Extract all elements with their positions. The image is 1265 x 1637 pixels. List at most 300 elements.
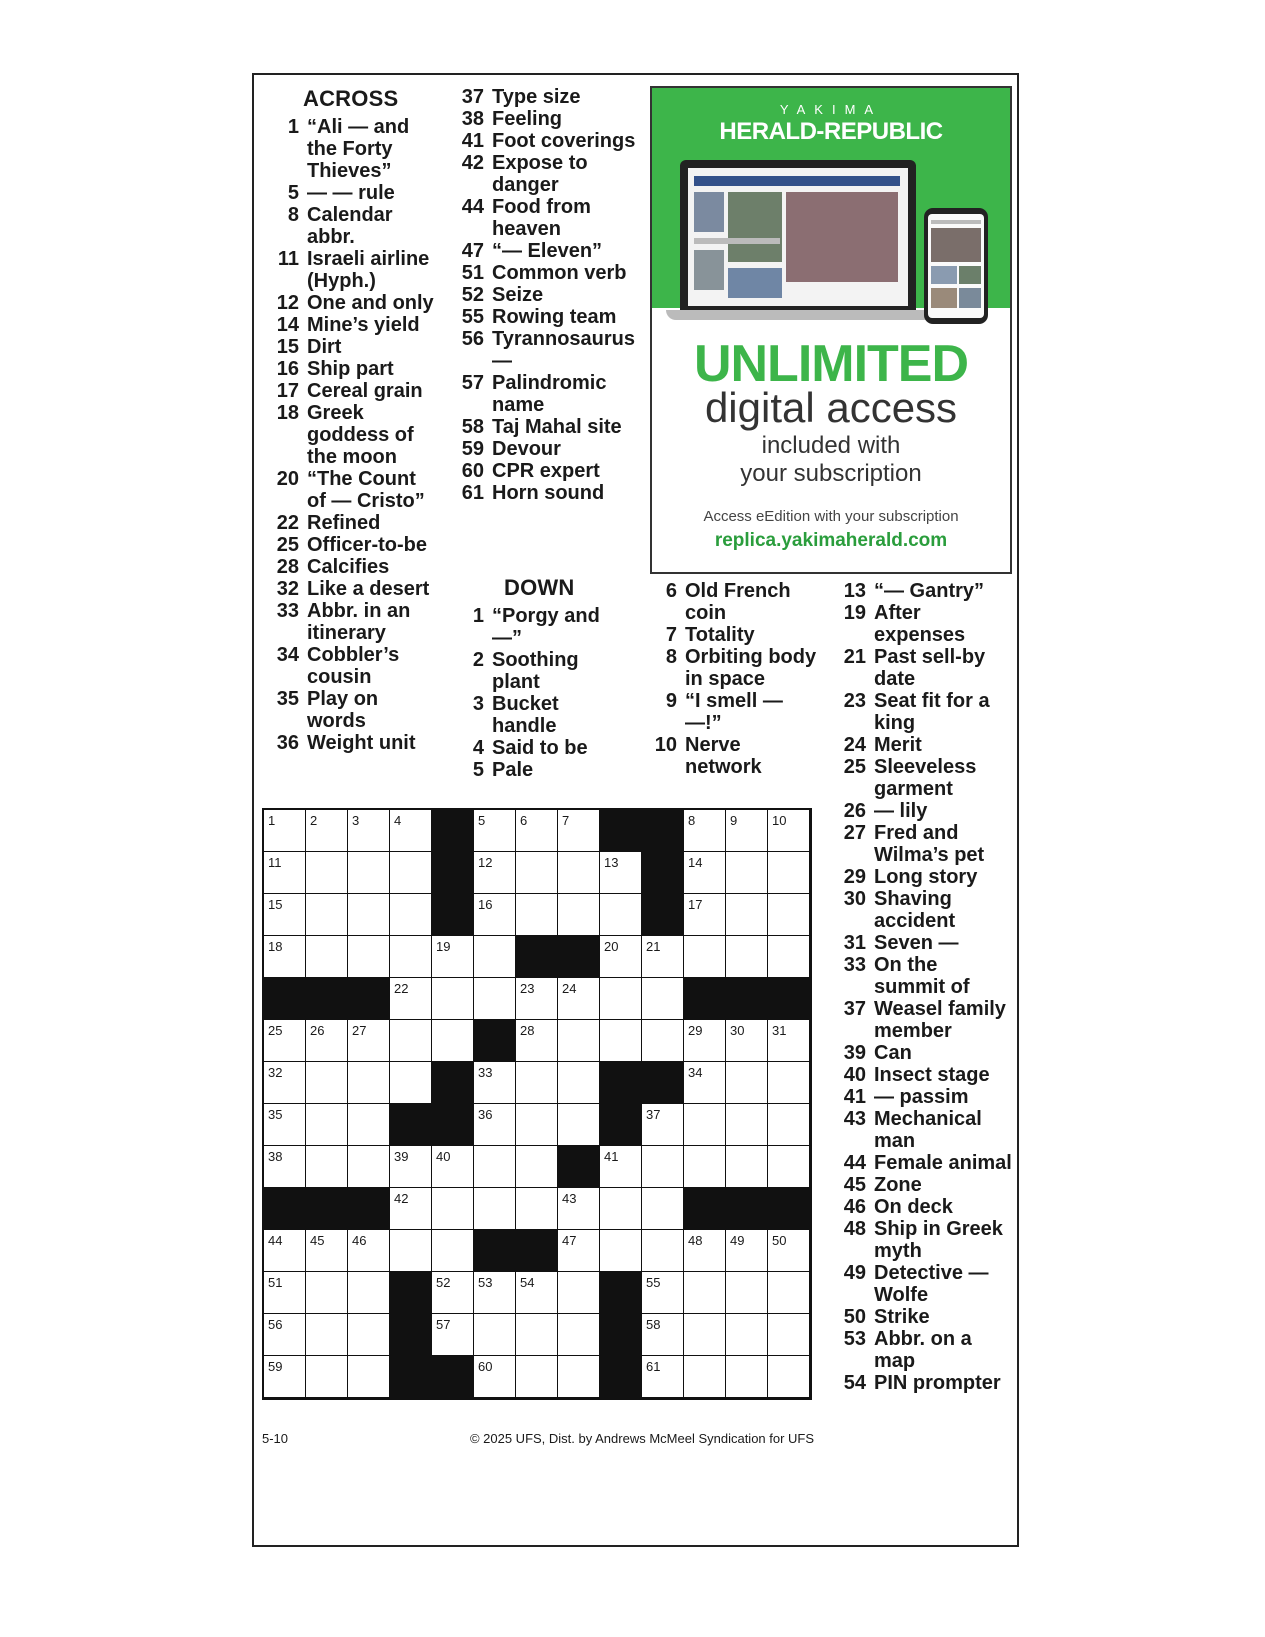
down-clues-col1 (450, 575, 620, 781)
cell-number: 6 (520, 813, 528, 828)
clue-number: 2 (472, 649, 484, 671)
grid-cell[interactable] (306, 1104, 347, 1145)
grid-block-cell (768, 1188, 809, 1229)
clue-item (832, 1262, 1012, 1306)
clue-item (832, 866, 1012, 888)
clue-number: 25 (843, 756, 866, 778)
clue-item (450, 262, 640, 284)
clue-text: Foot coverings (492, 130, 636, 152)
grid-cell[interactable] (642, 1314, 683, 1355)
ad-access-text: Access eEdition with your subscription (703, 508, 959, 525)
grid-cell[interactable] (684, 1230, 725, 1271)
cell-number: 2 (310, 813, 318, 828)
clue-item (643, 580, 818, 624)
grid-cell[interactable] (768, 810, 809, 851)
grid-cell[interactable] (768, 1272, 809, 1313)
grid-cell[interactable] (768, 1314, 809, 1355)
grid-cell[interactable] (432, 936, 473, 977)
grid-cell[interactable] (558, 978, 599, 1019)
grid-cell[interactable] (390, 1188, 431, 1229)
grid-cell[interactable] (474, 852, 515, 893)
grid-cell[interactable] (516, 1356, 557, 1397)
grid-cell[interactable] (390, 936, 431, 977)
clue-text: Merit (874, 734, 922, 756)
cell-number: 19 (436, 939, 451, 954)
grid-cell[interactable] (264, 1062, 305, 1103)
clue-number: 40 (843, 1064, 866, 1086)
clue-item (450, 284, 640, 306)
grid-cell[interactable] (306, 1272, 347, 1313)
cell-number: 18 (268, 939, 283, 954)
grid-cell[interactable] (684, 1272, 725, 1313)
grid-cell[interactable] (474, 1356, 515, 1397)
grid-cell[interactable] (516, 978, 557, 1019)
grid-block-cell (642, 852, 683, 893)
grid-cell[interactable] (264, 1230, 305, 1271)
grid-cell[interactable] (306, 894, 347, 935)
grid-block-cell (684, 978, 725, 1019)
clue-item (832, 1042, 1012, 1064)
grid-cell[interactable] (726, 1104, 767, 1145)
grid-block-cell (432, 1356, 473, 1397)
grid-cell[interactable] (726, 1230, 767, 1271)
cell-number: 16 (478, 897, 493, 912)
clue-text: Abbr. in an itinerary (307, 600, 411, 644)
clue-item (450, 328, 640, 372)
grid-cell[interactable] (684, 1104, 725, 1145)
grid-cell[interactable] (726, 1146, 767, 1187)
grid-block-cell (600, 1062, 641, 1103)
clue-text: “The Count of — Cristo” (307, 468, 425, 512)
grid-cell[interactable] (558, 1062, 599, 1103)
clue-item (265, 248, 440, 292)
grid-cell[interactable] (264, 936, 305, 977)
clue-text: Strike (874, 1306, 930, 1328)
grid-cell[interactable] (474, 1146, 515, 1187)
grid-cell[interactable] (474, 978, 515, 1019)
grid-cell[interactable] (348, 936, 389, 977)
grid-cell[interactable] (726, 1314, 767, 1355)
grid-cell[interactable] (558, 1356, 599, 1397)
cell-number: 42 (394, 1191, 409, 1206)
grid-cell[interactable] (516, 810, 557, 851)
grid-block-cell (600, 810, 641, 851)
clue-number: 9 (665, 690, 677, 712)
clue-number: 57 (461, 372, 484, 394)
clue-number: 59 (461, 438, 484, 460)
grid-cell[interactable] (768, 936, 809, 977)
subscription-ad[interactable] (650, 86, 1012, 574)
clue-text: Orbiting body in space (685, 646, 817, 690)
grid-cell[interactable] (264, 852, 305, 893)
grid-cell[interactable] (558, 894, 599, 935)
cell-number: 26 (310, 1023, 325, 1038)
grid-cell[interactable] (474, 1314, 515, 1355)
clue-number: 7 (665, 624, 677, 646)
clue-number: 16 (276, 358, 299, 380)
cell-number: 15 (268, 897, 283, 912)
clue-text: “I smell — —!” (685, 690, 783, 734)
grid-cell[interactable] (600, 978, 641, 1019)
cell-number: 59 (268, 1359, 283, 1374)
grid-cell[interactable] (768, 1020, 809, 1061)
grid-cell[interactable] (348, 1062, 389, 1103)
grid-cell[interactable] (684, 936, 725, 977)
grid-cell[interactable] (516, 1104, 557, 1145)
cell-number: 57 (436, 1317, 451, 1332)
grid-block-cell (306, 978, 347, 1019)
ad-url-link[interactable]: replica.yakimaherald.com (714, 530, 948, 551)
clue-number: 13 (843, 580, 866, 602)
grid-block-cell (474, 1020, 515, 1061)
clue-number: 60 (461, 460, 484, 482)
clue-text: Palindromic name (492, 372, 607, 416)
clue-text: Food from heaven (492, 196, 591, 240)
grid-cell[interactable] (642, 978, 683, 1019)
clue-item (450, 306, 640, 328)
grid-block-cell (600, 1104, 641, 1145)
grid-block-cell (600, 1314, 641, 1355)
clue-number: 31 (843, 932, 866, 954)
grid-block-cell (558, 1146, 599, 1187)
grid-cell[interactable] (348, 1356, 389, 1397)
grid-cell[interactable] (684, 894, 725, 935)
clue-text: Taj Mahal site (492, 416, 622, 438)
grid-cell[interactable] (432, 1146, 473, 1187)
grid-cell[interactable] (558, 1020, 599, 1061)
grid-cell[interactable] (642, 936, 683, 977)
clue-item (450, 460, 640, 482)
grid-cell[interactable] (726, 810, 767, 851)
grid-cell[interactable] (264, 1146, 305, 1187)
cell-number: 31 (772, 1023, 787, 1038)
grid-cell[interactable] (768, 1230, 809, 1271)
clue-item (265, 292, 440, 314)
cell-number: 32 (268, 1065, 283, 1080)
cell-number: 51 (268, 1275, 283, 1290)
grid-cell[interactable] (726, 1272, 767, 1313)
grid-cell[interactable] (768, 1356, 809, 1397)
grid-cell[interactable] (474, 936, 515, 977)
grid-cell[interactable] (642, 1146, 683, 1187)
grid-cell[interactable] (684, 1314, 725, 1355)
grid-cell[interactable] (516, 1062, 557, 1103)
clue-number: 39 (843, 1042, 866, 1064)
grid-cell[interactable] (600, 1230, 641, 1271)
clue-number: 48 (843, 1218, 866, 1240)
grid-cell[interactable] (642, 1020, 683, 1061)
grid-cell[interactable] (264, 1020, 305, 1061)
clue-text: Greek goddess of the moon (307, 402, 414, 468)
grid-cell[interactable] (558, 852, 599, 893)
grid-cell[interactable] (432, 1230, 473, 1271)
grid-cell[interactable] (348, 1104, 389, 1145)
clue-text: Insect stage (874, 1064, 990, 1086)
clue-text: Female animal (874, 1152, 1012, 1174)
grid-cell[interactable] (600, 894, 641, 935)
grid-cell[interactable] (306, 810, 347, 851)
clue-item (450, 152, 640, 196)
grid-block-cell (390, 1314, 431, 1355)
grid-cell[interactable] (726, 1020, 767, 1061)
clue-number: 50 (843, 1306, 866, 1328)
clue-item (832, 1372, 1012, 1394)
grid-cell[interactable] (642, 1104, 683, 1145)
grid-row (264, 894, 810, 936)
clue-text: Expose to danger (492, 152, 588, 196)
grid-cell[interactable] (642, 1356, 683, 1397)
grid-cell[interactable] (348, 852, 389, 893)
clue-item (832, 1152, 1012, 1174)
cell-number: 58 (646, 1317, 661, 1332)
grid-cell[interactable] (264, 810, 305, 851)
clue-item (265, 512, 440, 534)
grid-cell[interactable] (390, 1230, 431, 1271)
cell-number: 52 (436, 1275, 451, 1290)
clue-number: 17 (276, 380, 299, 402)
clue-number: 4 (472, 737, 484, 759)
clue-text: After expenses (874, 602, 966, 646)
clue-item (265, 314, 440, 336)
clue-number: 28 (276, 556, 299, 578)
grid-cell[interactable] (474, 1188, 515, 1229)
grid-block-cell (600, 1356, 641, 1397)
clue-text: CPR expert (492, 460, 600, 482)
grid-cell[interactable] (306, 1020, 347, 1061)
grid-cell[interactable] (306, 1146, 347, 1187)
clue-text: Old French coin (685, 580, 791, 624)
grid-cell[interactable] (684, 852, 725, 893)
cell-number: 38 (268, 1149, 283, 1164)
grid-cell[interactable] (474, 1104, 515, 1145)
grid-block-cell (390, 1356, 431, 1397)
clue-item (265, 600, 440, 644)
grid-cell[interactable] (348, 1314, 389, 1355)
grid-cell[interactable] (516, 1020, 557, 1061)
grid-cell[interactable] (600, 1020, 641, 1061)
clue-text: Detective — Wolfe (874, 1262, 989, 1306)
grid-cell[interactable] (516, 1188, 557, 1229)
cell-number: 27 (352, 1023, 367, 1038)
clue-number: 58 (461, 416, 484, 438)
grid-cell[interactable] (306, 1230, 347, 1271)
grid-cell[interactable] (390, 852, 431, 893)
clue-text: Cereal grain (307, 380, 423, 402)
grid-cell[interactable] (264, 1272, 305, 1313)
grid-row (264, 1230, 810, 1272)
clue-number: 51 (461, 262, 484, 284)
grid-cell[interactable] (726, 894, 767, 935)
ad-subhead: digital access (704, 384, 958, 431)
grid-cell[interactable] (390, 978, 431, 1019)
grid-cell[interactable] (516, 1272, 557, 1313)
grid-cell[interactable] (642, 1272, 683, 1313)
grid-cell[interactable] (684, 1146, 725, 1187)
clue-item (832, 1064, 1012, 1086)
grid-block-cell (726, 978, 767, 1019)
grid-cell[interactable] (306, 1356, 347, 1397)
grid-cell[interactable] (474, 1272, 515, 1313)
grid-cell[interactable] (474, 1062, 515, 1103)
grid-cell[interactable] (684, 1020, 725, 1061)
laptop-base (666, 310, 934, 320)
clue-item (832, 998, 1012, 1042)
cell-number: 50 (772, 1233, 787, 1248)
grid-row (264, 936, 810, 978)
laptop-illustration (680, 160, 916, 310)
grid-cell[interactable] (768, 1062, 809, 1103)
cell-number: 55 (646, 1275, 661, 1290)
clue-item (832, 734, 1012, 756)
phone-illustration (924, 208, 988, 324)
clue-text: Horn sound (492, 482, 605, 504)
clue-number: 26 (843, 800, 866, 822)
grid-cell[interactable] (432, 1314, 473, 1355)
grid-cell[interactable] (348, 1272, 389, 1313)
clue-text: Fred and Wilma’s pet (874, 822, 985, 866)
clue-number: 11 (277, 248, 299, 270)
grid-cell[interactable] (558, 1188, 599, 1229)
clue-text: Weight unit (307, 732, 416, 754)
grid-cell[interactable] (516, 894, 557, 935)
grid-cell[interactable] (390, 1020, 431, 1061)
clue-text: — passim (874, 1086, 969, 1108)
grid-cell[interactable] (726, 852, 767, 893)
grid-cell[interactable] (558, 1314, 599, 1355)
grid-cell[interactable] (768, 1146, 809, 1187)
clue-item (450, 649, 620, 693)
grid-cell[interactable] (348, 1230, 389, 1271)
cell-number: 34 (688, 1065, 703, 1080)
grid-cell[interactable] (684, 1062, 725, 1103)
grid-cell[interactable] (726, 936, 767, 977)
grid-block-cell (558, 936, 599, 977)
grid-cell[interactable] (726, 1356, 767, 1397)
grid-cell[interactable] (306, 1314, 347, 1355)
crossword-grid[interactable] (262, 808, 812, 1400)
grid-cell[interactable] (348, 1020, 389, 1061)
cell-number: 30 (730, 1023, 745, 1038)
clue-text: “— Eleven” (492, 240, 603, 262)
grid-cell[interactable] (390, 894, 431, 935)
grid-cell[interactable] (348, 1146, 389, 1187)
clue-item (265, 402, 440, 468)
grid-cell[interactable] (516, 852, 557, 893)
grid-cell[interactable] (474, 894, 515, 935)
cell-number: 48 (688, 1233, 703, 1248)
grid-cell[interactable] (306, 852, 347, 893)
grid-cell[interactable] (684, 810, 725, 851)
grid-cell[interactable] (432, 1020, 473, 1061)
cell-number: 44 (268, 1233, 283, 1248)
grid-cell[interactable] (558, 810, 599, 851)
clue-item (265, 688, 440, 732)
grid-cell[interactable] (768, 1104, 809, 1145)
grid-cell[interactable] (432, 978, 473, 1019)
grid-cell[interactable] (516, 1314, 557, 1355)
clue-item (832, 1218, 1012, 1262)
grid-cell[interactable] (726, 1062, 767, 1103)
clue-number: 44 (461, 196, 484, 218)
cell-number: 36 (478, 1107, 493, 1122)
clue-number: 8 (287, 204, 299, 226)
grid-cell[interactable] (390, 1146, 431, 1187)
clue-text: Refined (307, 512, 381, 534)
grid-cell[interactable] (264, 1314, 305, 1355)
grid-cell[interactable] (264, 894, 305, 935)
clue-text: One and only (307, 292, 434, 314)
grid-row (264, 852, 810, 894)
clue-number: 12 (276, 292, 299, 314)
grid-block-cell (306, 1188, 347, 1229)
grid-cell[interactable] (264, 1104, 305, 1145)
grid-cell[interactable] (558, 1272, 599, 1313)
clue-text: Tyrannosaurus — (492, 328, 635, 372)
grid-cell[interactable] (432, 1188, 473, 1229)
ad-headline: UNLIMITED (693, 335, 969, 393)
grid-cell[interactable] (348, 810, 389, 851)
cell-number: 1 (268, 813, 276, 828)
grid-cell[interactable] (600, 936, 641, 977)
clue-text: “Ali — and the Forty Thieves” (307, 116, 410, 182)
grid-cell[interactable] (306, 936, 347, 977)
grid-row (264, 810, 810, 852)
clue-text: Seize (492, 284, 544, 306)
cell-number: 21 (646, 939, 661, 954)
grid-cell[interactable] (768, 852, 809, 893)
clue-text: — — rule (307, 182, 395, 204)
grid-cell[interactable] (642, 1230, 683, 1271)
clue-text: On deck (874, 1196, 953, 1218)
grid-block-cell (600, 1272, 641, 1313)
clue-text: Mechanical man (874, 1108, 982, 1152)
ad-body-line2: your subscription (740, 460, 922, 487)
clue-number: 3 (472, 693, 484, 715)
ad-brand-logo: HERALD-REPUBLIC (719, 118, 943, 145)
clue-text: Common verb (492, 262, 627, 284)
grid-cell[interactable] (390, 810, 431, 851)
cell-number: 46 (352, 1233, 367, 1248)
grid-cell[interactable] (516, 1146, 557, 1187)
grid-cell[interactable] (768, 894, 809, 935)
grid-cell[interactable] (390, 1062, 431, 1103)
clue-number: 32 (276, 578, 299, 600)
clue-number: 19 (843, 602, 866, 624)
grid-cell[interactable] (264, 1356, 305, 1397)
grid-cell[interactable] (474, 810, 515, 851)
clue-text: Rowing team (492, 306, 617, 328)
clue-number: 18 (276, 402, 299, 424)
grid-cell[interactable] (600, 852, 641, 893)
grid-row (264, 978, 810, 1020)
grid-block-cell (432, 1104, 473, 1145)
grid-cell[interactable] (558, 1230, 599, 1271)
clue-number: 38 (461, 108, 484, 130)
clue-text: Can (874, 1042, 912, 1064)
grid-cell[interactable] (306, 1062, 347, 1103)
grid-cell[interactable] (600, 1146, 641, 1187)
grid-cell[interactable] (558, 1104, 599, 1145)
grid-cell[interactable] (642, 1188, 683, 1229)
cell-number: 23 (520, 981, 535, 996)
grid-cell[interactable] (348, 894, 389, 935)
grid-cell[interactable] (600, 1188, 641, 1229)
grid-cell[interactable] (432, 1272, 473, 1313)
clue-item (832, 1306, 1012, 1328)
clue-text: Play on words (307, 688, 379, 732)
grid-cell[interactable] (684, 1356, 725, 1397)
clue-item (832, 932, 1012, 954)
